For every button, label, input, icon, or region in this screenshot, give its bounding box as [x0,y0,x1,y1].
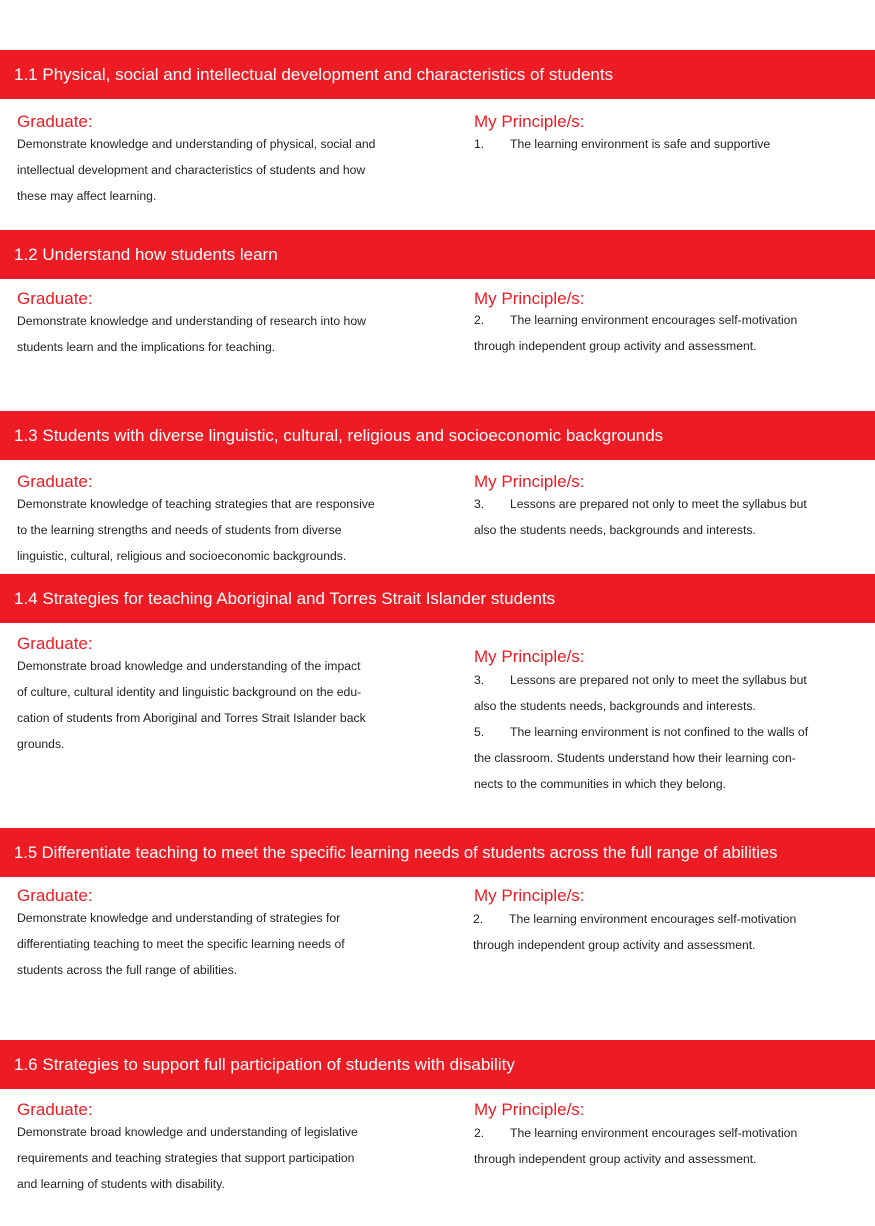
principle-line [474,719,808,745]
principle-text: The learning environment encourages self-motivation [510,313,798,327]
principle-line: also the students needs, backgrounds and interests. [474,523,756,537]
principle-text: The learning environment encourages self-motivation [509,912,797,926]
principle-number: 1. [474,137,485,151]
principle-line [474,131,770,157]
section-title-1-5: 1.5 Differentiate teaching to meet the specific learning needs of students across the full range of abilities [0,828,875,877]
principle-line [474,307,797,333]
section-title-1-3: 1.3 Students with diverse linguistic, cultural, religious and socioeconomic backgrounds [0,411,875,460]
principle-heading-1-5: My Principle/s: [474,886,585,905]
graduate-heading-1-1: Graduate: [17,112,93,131]
graduate-line: linguistic, cultural, religious and socioeconomic backgrounds. [17,549,347,563]
graduate-line: students across the full range of abilities. [17,963,238,977]
graduate-heading-1-6: Graduate: [17,1100,93,1119]
graduate-line: Demonstrate knowledge of teaching strategies that are responsive [17,497,375,511]
principle-line: nects to the communities in which they belong. [474,777,727,791]
principle-heading-1-2: My Principle/s: [474,289,585,308]
graduate-heading-1-2: Graduate: [17,289,93,308]
graduate-line: requirements and teaching strategies that support participation [17,1151,355,1165]
principle-line: also the students needs, backgrounds and interests. [474,699,756,713]
principle-number: 2. [473,912,484,926]
principle-line: through independent group activity and assessment. [473,938,756,952]
graduate-line: Demonstrate knowledge and understanding of research into how [17,314,366,328]
graduate-heading-1-3: Graduate: [17,472,93,491]
principle-number: 3. [474,497,485,511]
graduate-line: Demonstrate knowledge and understanding of strategies for [17,911,341,925]
graduate-line: cation of students from Aboriginal and Torres Strait Islander back [17,711,366,725]
principle-heading-1-4: My Principle/s: [474,647,585,666]
principle-number: 3. [474,673,485,687]
graduate-line: Demonstrate broad knowledge and understanding of legislative [17,1125,358,1139]
graduate-line: grounds. [17,737,65,751]
principle-line [473,906,796,932]
principle-line [474,667,807,693]
graduate-line: students learn and the implications for teaching. [17,340,276,354]
graduate-line: intellectual development and characteristics of students and how [17,163,366,177]
section-title-1-4: 1.4 Strategies for teaching Aboriginal and Torres Strait Islander students [0,574,875,623]
principle-number: 2. [474,313,485,327]
principle-heading-1-3: My Principle/s: [474,472,585,491]
section-title-1-2: 1.2 Understand how students learn [0,230,875,279]
principle-number: 2. [474,1126,485,1140]
section-title-1-6: 1.6 Strategies to support full participation of students with disability [0,1040,875,1089]
principle-text: The learning environment is not confined to the walls of [510,725,809,739]
graduate-heading-1-5: Graduate: [17,886,93,905]
principle-line: the classroom. Students understand how their learning con- [474,751,796,765]
principle-text: The learning environment encourages self-motivation [510,1126,798,1140]
principle-line [474,491,807,517]
graduate-line: Demonstrate knowledge and understanding of physical, social and [17,137,376,151]
graduate-line: Demonstrate broad knowledge and understanding of the impact [17,659,361,673]
graduate-heading-1-4: Graduate: [17,634,93,653]
graduate-line: of culture, cultural identity and linguistic background on the edu- [17,685,362,699]
section-title-1-1: 1.1 Physical, social and intellectual development and characteristics of students [0,50,875,99]
graduate-line: these may affect learning. [17,189,157,203]
graduate-line: differentiating teaching to meet the specific learning needs of [17,937,345,951]
principle-heading-1-1: My Principle/s: [474,112,585,131]
principle-heading-1-6: My Principle/s: [474,1100,585,1119]
principle-number: 5. [474,725,485,739]
principle-line: through independent group activity and assessment. [474,1152,757,1166]
graduate-line: and learning of students with disability. [17,1177,225,1191]
principle-line: through independent group activity and assessment. [474,339,757,353]
principle-text: The learning environment is safe and supportive [510,137,771,151]
principle-line [474,1120,797,1146]
principle-text: Lessons are prepared not only to meet the syllabus but [510,673,807,687]
graduate-line: to the learning strengths and needs of students from diverse [17,523,342,537]
principle-text: Lessons are prepared not only to meet the syllabus but [510,497,807,511]
